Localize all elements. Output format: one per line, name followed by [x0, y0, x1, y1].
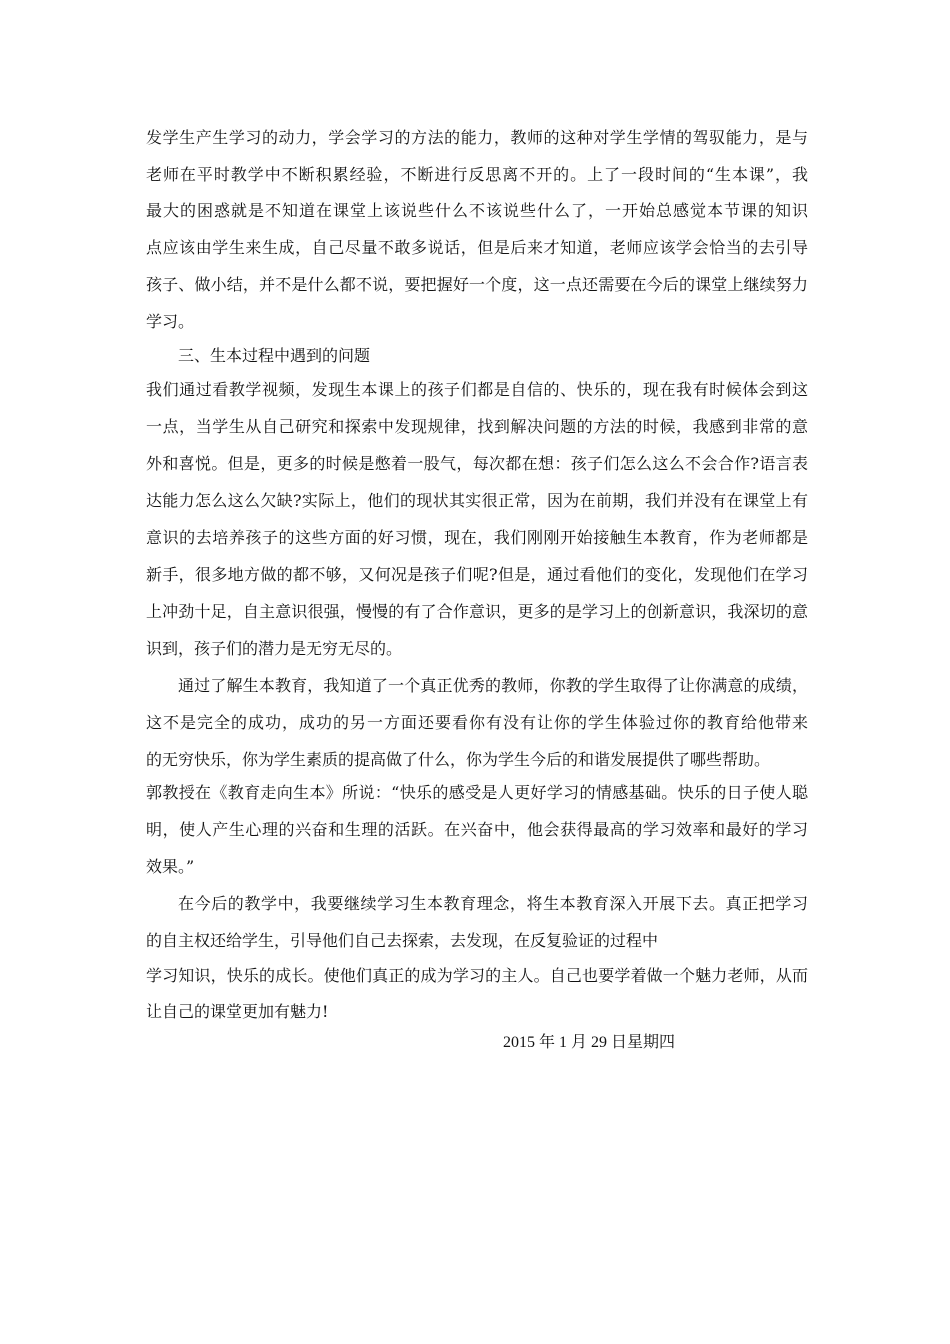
paragraph-1-line-3: 最大的困惑就是不知道在课堂上该说些什么不该说些什么了，一开始总感觉本节课的知识: [146, 201, 808, 220]
paragraph-1-line-1: 发学生产生学习的动力，学会学习的方法的能力，教师的这种对学生学情的驾驭能力，是与: [146, 128, 808, 147]
section-heading: 三、生本过程中遇到的问题: [178, 346, 371, 365]
paragraph-3-line-6: 效果。”: [146, 857, 195, 876]
paragraph-1-line-5: 孩子、做小结，并不是什么都不说，要把握好一个度，这一点还需要在今后的课堂上继续努力: [146, 275, 808, 294]
paragraph-4-line-3: 学习知识，快乐的成长。使他们真正的成为学习的主人。自己也要学着做一个魅力老师，从而: [146, 966, 808, 985]
paragraph-1-line-4: 点应该由学生来生成，自己尽量不敢多说话，但是后来才知道，老师应该学会恰当的去引导: [146, 238, 808, 257]
paragraph-4-line-1: 在今后的教学中，我要继续学习生本教育理念，将生本教育深入开展下去。真正把学习: [178, 894, 808, 913]
paragraph-1-line-2: 老师在平时教学中不断积累经验，不断进行反思离不开的。上了一段时间的“生本课”，我: [146, 165, 808, 184]
paragraph-4-line-2: 的自主权还给学生，引导他们自己去探索，去发现，在反复验证的过程中: [146, 931, 659, 950]
document-date: 2015 年 1 月 29 日星期四: [503, 1034, 676, 1051]
paragraph-3-line-5: 明，使人产生心理的兴奋和生理的活跃。在兴奋中，他会获得最高的学习效率和最好的学习: [146, 820, 808, 839]
paragraph-1-line-6: 学习。: [146, 312, 195, 331]
paragraph-3-line-4: 郭教授在《教育走向生本》所说：“快乐的感受是人更好学习的情感基础。快乐的日子使人聪: [146, 783, 808, 802]
paragraph-3-line-1: 通过了解生本教育，我知道了一个真正优秀的教师，你教的学生取得了让你满意的成绩，: [178, 676, 808, 695]
paragraph-2-line-5: 意识的去培养孩子的这些方面的好习惯，现在，我们刚刚开始接触生本教育，作为老师都是: [146, 528, 808, 547]
paragraph-2-line-2: 一点，当学生从自己研究和探索中发现规律，找到解决问题的方法的时候，我感到非常的意: [146, 417, 808, 436]
paragraph-2-line-8: 识到，孩子们的潜力是无穷无尽的。: [146, 639, 403, 658]
paragraph-2-line-6: 新手，很多地方做的都不够，又何况是孩子们呢?但是，通过看他们的变化，发现他们在学习: [146, 565, 808, 584]
paragraph-3-line-2: 这不是完全的成功，成功的另一方面还要看你有没有让你的学生体验过你的教育给他带来: [146, 713, 808, 732]
paragraph-2-line-3: 外和喜悦。但是，更多的时候是憋着一股气，每次都在想：孩子们怎么这么不会合作?语言表: [146, 454, 808, 473]
paragraph-3-line-3: 的无穷快乐，你为学生素质的提高做了什么，你为学生今后的和谐发展提供了哪些帮助。: [146, 750, 771, 769]
paragraph-2-line-7: 上冲劲十足，自主意识很强，慢慢的有了合作意识，更多的是学习上的创新意识，我深切的意: [146, 602, 808, 621]
paragraph-2-line-4: 达能力怎么这么欠缺?实际上，他们的现状其实很正常，因为在前期，我们并没有在课堂上有: [146, 491, 808, 510]
paragraph-2-line-1: 我们通过看教学视频，发现生本课上的孩子们都是自信的、快乐的，现在我有时候体会到这: [146, 380, 808, 399]
paragraph-4-line-4: 让自己的课堂更加有魅力!: [146, 1002, 329, 1021]
